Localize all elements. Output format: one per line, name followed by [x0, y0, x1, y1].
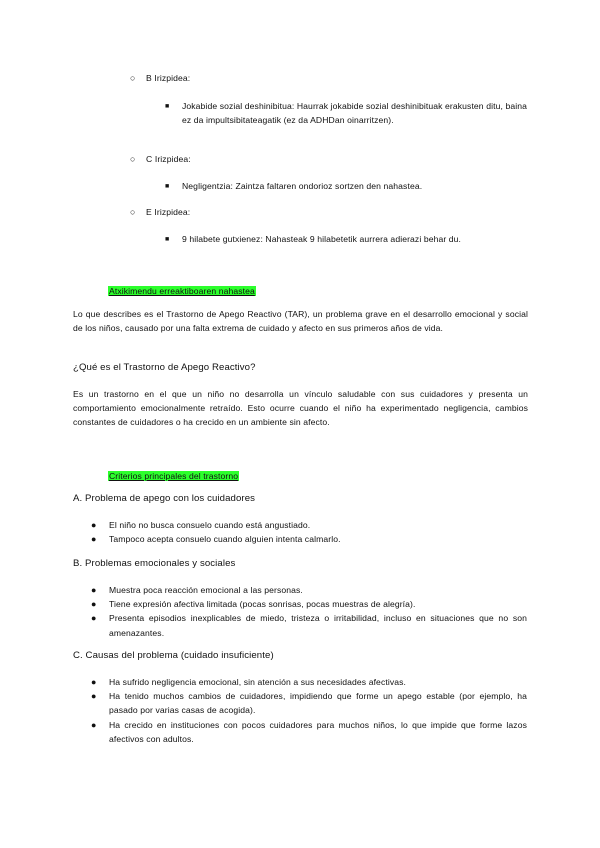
highlighted-heading: Criterios principales del trastorno — [109, 471, 239, 481]
criterion-c-label-row — [130, 152, 191, 166]
group-c-list — [91, 675, 527, 746]
list-item: ● Presenta episodios inexplicables de miedo, tristeza o irritabilidad, incluso en situaciones que no son amenazantes. — [91, 613, 527, 638]
list-item: ● El niño no busca consuelo cuando está angustiado. — [91, 518, 527, 532]
circle-bullet-icon: ○ — [130, 154, 136, 164]
criterion-c-item — [165, 179, 527, 193]
circle-bullet-icon: ○ — [130, 207, 136, 217]
criterion-e-label-row — [130, 205, 190, 219]
disc-bullet-icon: ● — [91, 585, 97, 595]
disc-bullet-icon: ● — [91, 520, 97, 530]
list-item: ● Ha crecido en instituciones con pocos cuidadores para muchos niños, lo que impide que forme lazos afectivos con adultos. — [91, 719, 527, 744]
list-item: ● Tiene expresión afectiva limitada (pocas sonrisas, pocas muestras de alegría). — [91, 597, 527, 611]
criterion-b-label-row — [130, 71, 190, 85]
criterion-b-text: Jokabide sozial deshinibitua: Haurrak jokabide sozial deshinibituak erakusten ditu, baina ez da impultsibitateagatik (ez da ADHDan oinarritzen). — [182, 101, 527, 126]
criterion-c-label: C Irizpidea: — [146, 154, 191, 164]
group-a-title: A. Problema de apego con los cuidadores — [73, 493, 256, 504]
criterion-b-item — [165, 99, 527, 127]
group-b-title: B. Problemas emocionales y sociales — [73, 558, 236, 569]
group-c-title: C. Causas del problema (cuidado insuficiente) — [73, 650, 274, 661]
disc-bullet-icon: ● — [91, 719, 97, 730]
disc-bullet-icon: ● — [91, 534, 97, 545]
section-heading-atxikimendu — [108, 284, 256, 298]
criterion-c-text: Negligentzia: Zaintza faltaren ondorioz sortzen den nahastea. — [182, 181, 423, 191]
section-heading-criterios — [108, 469, 239, 483]
criterion-e-text: 9 hilabete gutxienez: Nahasteak 9 hilabetetik aurrera adierazi behar du. — [182, 234, 462, 244]
square-bullet-icon: ■ — [165, 236, 170, 243]
disc-bullet-icon: ● — [91, 613, 97, 624]
question-heading: ¿Qué es el Trastorno de Apego Reactivo? — [73, 362, 256, 373]
list-item: ● Ha tenido muchos cambios de cuidadores, impidiendo que forme un apego estable (por ejemplo, ha pasado por varias casas de acogida). — [91, 691, 527, 716]
square-bullet-icon: ■ — [165, 183, 170, 190]
disc-bullet-icon: ● — [91, 599, 97, 610]
square-bullet-icon: ■ — [165, 103, 170, 110]
intro-paragraph: Lo que describes es el Trastorno de Apego Reactivo (TAR), un problema grave en el desarrollo emocional y social de los niños, causado por una falta extrema de cuidado y afecto en sus primeros años de vida. — [73, 309, 528, 334]
group-a-list — [91, 518, 527, 546]
list-item: ● Ha sufrido negligencia emocional, sin atención a sus necesidades afectivas. — [91, 675, 527, 689]
highlighted-heading: Atxikimendu erreaktiboaren nahastea — [109, 286, 255, 296]
disc-bullet-icon: ● — [91, 677, 97, 687]
list-item: ● Muestra poca reacción emocional a las personas. — [91, 583, 527, 597]
circle-bullet-icon: ○ — [130, 73, 136, 83]
criterion-b-label: B Irizpidea: — [146, 73, 191, 83]
list-item: ● Tampoco acepta consuelo cuando alguien intenta calmarlo. — [91, 532, 527, 546]
answer-paragraph: Es un trastorno en el que un niño no desarrolla un vínculo saludable con sus cuidadores y presenta un comportamiento emocionalmente retraído. Esto ocurre cuando el niño ha experimentado negligencia, cambios constantes de cuidadores o ha crecido en un ambiente sin afecto. — [73, 389, 528, 428]
group-b-list — [91, 583, 527, 640]
criterion-e-item — [165, 232, 527, 246]
criterion-e-label: E Irizpidea: — [146, 207, 191, 217]
disc-bullet-icon: ● — [91, 691, 97, 702]
